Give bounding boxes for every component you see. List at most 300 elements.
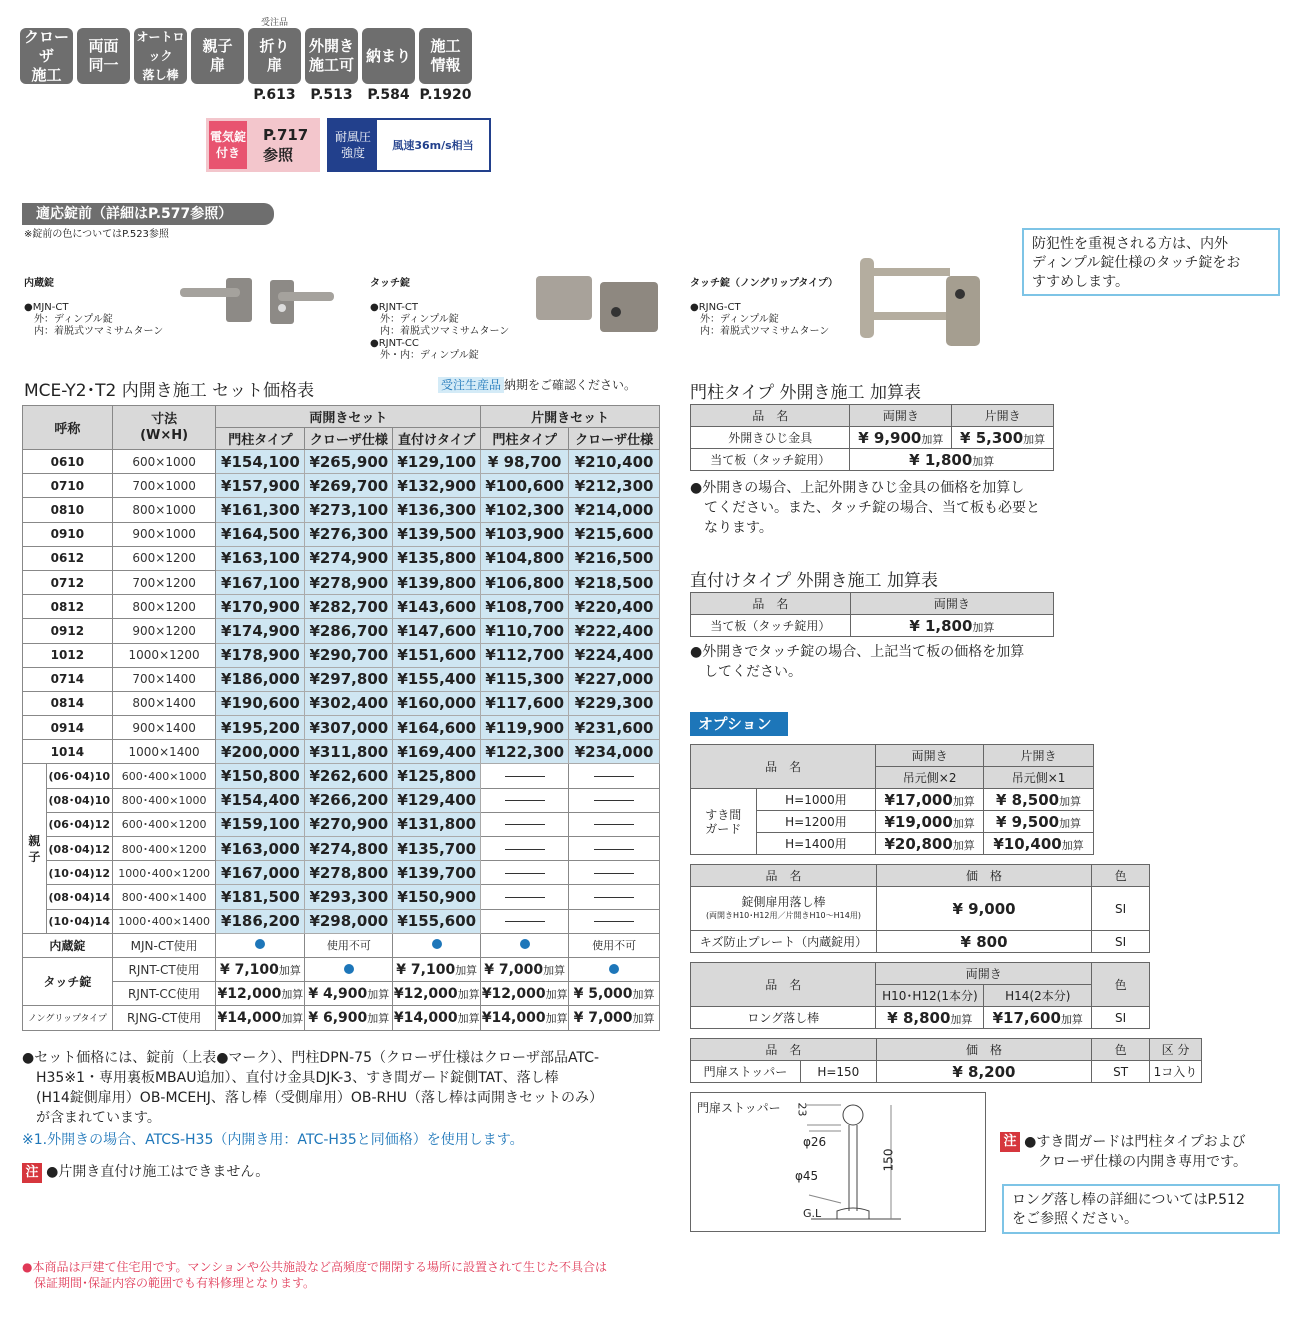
drop-rod-table <box>690 864 1150 953</box>
height: H=1200用 <box>756 811 876 833</box>
table-row <box>691 1061 1202 1083</box>
not-available-cell <box>569 885 660 909</box>
lock-group: 内蔵錠 <box>23 933 113 957</box>
row-code: (08･04)12 <box>46 837 112 861</box>
lock-cell <box>305 1006 393 1030</box>
item-name: 当て板（タッチ錠用） <box>691 449 850 471</box>
add-label: 加算 <box>1059 794 1082 808</box>
row-code: 0812 <box>23 595 113 619</box>
not-available-cell <box>569 788 660 812</box>
direct-add-table <box>690 592 1054 637</box>
add-label: 加算 <box>278 963 301 977</box>
price-cell: ¥108,700 <box>481 595 569 619</box>
lock-spec: ●MJN-CT 外：ディンプル錠 内：着脱式ツマミサムターン <box>24 302 164 337</box>
price-cell: ¥186,200 <box>216 909 305 933</box>
price-cell: ¥119,900 <box>481 716 569 740</box>
height: H=1400用 <box>756 833 876 855</box>
price: ¥ 1,800 <box>909 616 973 635</box>
add-label: 加算 <box>545 987 568 1001</box>
price-cell: ¥286,700 <box>305 619 393 643</box>
dash-mark <box>594 824 634 825</box>
guard-note: ●すき間ガードは門柱タイプおよび クローザ仕様の内開き専用です。 <box>1024 1134 1248 1170</box>
bottom-warning: ●本商品は戸建て住宅用です。マンションや公共施設など高頻度で開閉する場所に設置されて生じた不具合は 保証期間･保証内容の範囲でも有料修理となります。 <box>22 1260 607 1290</box>
tile-top-label: 受注品 <box>260 18 288 28</box>
price-cell: ¥200,000 <box>216 740 305 764</box>
unit: 1コ入り <box>1149 1061 1201 1083</box>
feature-tile <box>20 28 73 103</box>
lock-cell <box>569 982 660 1006</box>
lock-cell <box>216 1006 305 1030</box>
header-size: 寸法 (W×H) <box>112 406 216 450</box>
chu-note-1-line <box>22 1162 269 1183</box>
not-available-cell <box>481 837 569 861</box>
price-cell: ¥163,000 <box>216 837 305 861</box>
price-cell: ¥157,900 <box>216 474 305 498</box>
table-row <box>691 449 1054 471</box>
add-price: ¥12,000 <box>217 985 282 1002</box>
lock-model: RJNT-CC使用 <box>112 982 216 1006</box>
price-cell: ¥212,300 <box>569 474 660 498</box>
col-header: 品 名 <box>691 865 877 887</box>
table-row <box>23 909 660 933</box>
price-cell: ¥297,800 <box>305 667 393 691</box>
price-cell: ¥150,800 <box>216 764 305 788</box>
price-cell: ¥150,900 <box>393 885 481 909</box>
table-row <box>23 450 660 474</box>
table-row <box>23 619 660 643</box>
col-header: 色 <box>1092 865 1150 887</box>
price-cell: ¥290,700 <box>305 643 393 667</box>
lead-time-note: 納期をご確認ください。 <box>504 378 637 392</box>
price-cell: ¥104,800 <box>481 546 569 570</box>
price-cell: ¥215,600 <box>569 522 660 546</box>
add-price: ¥ 5,000 <box>573 985 633 1002</box>
lock-group: ノングリップタイプ <box>23 1006 113 1030</box>
gap-guard-table <box>690 744 1094 855</box>
row-size: 600×1200 <box>112 546 216 570</box>
price-cell: ¥274,900 <box>305 546 393 570</box>
dash-mark <box>505 776 545 777</box>
note-ref-1: ※1.外開きの場合、ATCS-H35（内開き用：ATC-H35と同価格）を使用します。 <box>22 1132 524 1148</box>
price-cell: ¥269,700 <box>305 474 393 498</box>
row-code: (08･04)10 <box>46 788 112 812</box>
add-price: ¥14,000 <box>393 1009 458 1026</box>
table-row <box>691 1007 1150 1029</box>
price-cell: ¥276,300 <box>305 522 393 546</box>
price-cell: ¥266,200 <box>305 788 393 812</box>
gate-table-title: 門柱タイプ 外開き施工 加算表 <box>690 383 921 403</box>
table-row <box>23 691 660 715</box>
row-size: 900×1400 <box>112 716 216 740</box>
price-cell: ¥167,100 <box>216 570 305 594</box>
table-row <box>23 522 660 546</box>
add-label: 加算 <box>1061 838 1084 852</box>
price-cell: ¥131,800 <box>393 812 481 836</box>
add-label: 加算 <box>972 454 995 468</box>
price-cell: ¥274,800 <box>305 837 393 861</box>
price-cell: ¥147,600 <box>393 619 481 643</box>
price: ¥ 9,500 <box>995 812 1060 831</box>
price-cell: ¥159,100 <box>216 812 305 836</box>
table-row <box>23 885 660 909</box>
col-header: 両開き <box>850 405 952 427</box>
direct-table-title: 直付けタイプ 外開き施工 加算表 <box>690 571 938 591</box>
row-code: 0910 <box>23 522 113 546</box>
available-dot <box>255 939 265 949</box>
feature-tile <box>134 28 187 103</box>
long-rod-table <box>690 962 1150 1029</box>
color: SI <box>1092 931 1150 953</box>
stopper-drawing-title: 門扉ストッパー <box>697 1101 781 1115</box>
tile-label: 親子 扉 <box>191 28 244 84</box>
add-label: 加算 <box>545 1011 568 1025</box>
row-size: 600･400×1000 <box>112 764 216 788</box>
table-row <box>23 788 660 812</box>
wind-resistance-badge <box>327 118 491 172</box>
feature-tile <box>419 28 472 103</box>
lock-model: RJNT-CT使用 <box>112 957 216 981</box>
lock-item-rjnt <box>370 266 509 374</box>
available-dot <box>432 939 442 949</box>
add-label: 加算 <box>972 620 995 634</box>
feature-tile <box>305 28 358 103</box>
dim-26: φ26 <box>803 1135 827 1149</box>
table-row <box>691 887 1150 931</box>
lock-group: タッチ錠 <box>23 957 113 1005</box>
dash-mark <box>594 776 634 777</box>
dash-mark <box>505 849 545 850</box>
price-cell: ¥129,100 <box>393 450 481 474</box>
table-row <box>23 546 660 570</box>
price-cell: ¥170,900 <box>216 595 305 619</box>
col-header: 片開き <box>984 745 1094 767</box>
lock-cell <box>481 1006 569 1030</box>
row-size: 900×1000 <box>112 522 216 546</box>
add-label: 加算 <box>543 963 566 977</box>
dim-45: φ45 <box>795 1169 819 1183</box>
not-available-cell <box>569 909 660 933</box>
row-code: 0814 <box>23 691 113 715</box>
row-code: 0714 <box>23 667 113 691</box>
row-size: 700×1400 <box>112 667 216 691</box>
price-cell: ¥112,700 <box>481 643 569 667</box>
made-to-order-pill: 受注生産品 <box>438 377 504 393</box>
table-row <box>23 812 660 836</box>
price-cell: ¥135,800 <box>393 546 481 570</box>
lock-item-rjng <box>690 266 838 350</box>
tile-page: P.613 <box>253 87 296 103</box>
row-code: (10･04)12 <box>46 861 112 885</box>
price: ¥ 1,800 <box>909 450 973 469</box>
dash-mark <box>594 921 634 922</box>
header-col: 直付けタイプ <box>393 428 481 450</box>
item-name: ロング落し棒 <box>691 1007 876 1029</box>
col-header: 区 分 <box>1149 1039 1201 1061</box>
row-code: 0710 <box>23 474 113 498</box>
row-code: 0912 <box>23 619 113 643</box>
col-header: 片開き <box>952 405 1054 427</box>
table-row <box>23 474 660 498</box>
add-price: ¥12,000 <box>393 985 458 1002</box>
wind-value: 風速36m/s相当 <box>392 139 474 152</box>
row-size: 800×1400 <box>112 691 216 715</box>
price-cell: ¥117,600 <box>481 691 569 715</box>
price-cell: ¥132,900 <box>393 474 481 498</box>
dash-mark <box>594 800 634 801</box>
group-label: すき間 ガード <box>691 789 757 855</box>
not-available-cell <box>569 764 660 788</box>
add-price: ¥ 7,100 <box>219 961 279 978</box>
price-cell: ¥218,500 <box>569 570 660 594</box>
price-cell: ¥229,300 <box>569 691 660 715</box>
price-cell: ¥210,400 <box>569 450 660 474</box>
add-label: 加算 <box>281 987 304 1001</box>
price-cell: ¥169,400 <box>393 740 481 764</box>
price-cell: ¥136,300 <box>393 498 481 522</box>
lever-lock-image <box>178 272 338 328</box>
long-rod-note: ロング落し棒の詳細についてはP.512 をご参照ください。 <box>1002 1184 1280 1234</box>
table-row <box>23 716 660 740</box>
price: ¥ 8,800 <box>887 1008 951 1027</box>
color: SI <box>1092 1007 1150 1029</box>
price-cell: ¥227,000 <box>569 667 660 691</box>
table-row <box>23 957 660 981</box>
price: ¥17,600 <box>992 1008 1061 1027</box>
col-header: 品 名 <box>691 593 851 615</box>
feature-tile <box>191 28 244 103</box>
height: H=1000用 <box>756 789 876 811</box>
price-cell: ¥282,700 <box>305 595 393 619</box>
add-price: ¥14,000 <box>217 1009 282 1026</box>
add-label: 加算 <box>952 816 975 830</box>
lock-cell: 使用不可 <box>305 933 393 957</box>
price-cell: ¥139,700 <box>393 861 481 885</box>
price-cell: ¥ 98,700 <box>481 450 569 474</box>
lock-cell <box>481 957 569 981</box>
not-available-cell <box>481 885 569 909</box>
lock-cell <box>305 982 393 1006</box>
add-price: ¥12,000 <box>481 985 546 1002</box>
row-code: (08･04)14 <box>46 885 112 909</box>
tile-label: 両面 同一 <box>77 28 130 84</box>
guard-note-line <box>1000 1132 1247 1172</box>
add-label: 加算 <box>632 1011 655 1025</box>
table-row <box>23 933 660 957</box>
color: ST <box>1092 1061 1150 1083</box>
lock-cell <box>569 1006 660 1030</box>
price: ¥17,000 <box>884 790 953 809</box>
table-row <box>23 837 660 861</box>
col-header: 品 名 <box>691 405 850 427</box>
tile-label: 施工 情報 <box>419 28 472 84</box>
price: ¥ 9,000 <box>876 887 1091 931</box>
price: ¥19,000 <box>884 812 953 831</box>
row-size: 800･400×1000 <box>112 788 216 812</box>
row-size: 1000･400×1400 <box>112 909 216 933</box>
price-cell: ¥222,400 <box>569 619 660 643</box>
price-cell: ¥298,000 <box>305 909 393 933</box>
table-row <box>23 570 660 594</box>
dash-mark <box>594 897 634 898</box>
header-col: 門柱タイプ <box>481 428 569 450</box>
price-cell: ¥186,000 <box>216 667 305 691</box>
price-cell: ¥195,200 <box>216 716 305 740</box>
row-code: 1012 <box>23 643 113 667</box>
price-cell: ¥216,500 <box>569 546 660 570</box>
not-available-cell <box>481 909 569 933</box>
add-label: 加算 <box>952 794 975 808</box>
header-col: クローザ仕様 <box>569 428 660 450</box>
add-price: ¥14,000 <box>481 1009 546 1026</box>
lock-cell: 使用不可 <box>569 933 660 957</box>
main-table-title: MCE-Y2･T2 内開き施工 セット価格表 <box>24 381 315 401</box>
col-header: 吊元側×1 <box>984 767 1094 789</box>
header-name: 呼称 <box>23 406 113 450</box>
price-cell: ¥214,000 <box>569 498 660 522</box>
price-cell: ¥139,800 <box>393 570 481 594</box>
price-cell: ¥164,600 <box>393 716 481 740</box>
price-cell: ¥174,900 <box>216 619 305 643</box>
lock-heading: タッチ錠 <box>370 278 410 289</box>
lock-cell <box>305 957 393 981</box>
row-code: (10･04)14 <box>46 909 112 933</box>
price-cell: ¥110,700 <box>481 619 569 643</box>
gate-note: ●外開きの場合、上記外開きひじ金具の価格を加算し てください。また、タッチ錠の場合、当て板も必要と なります。 <box>690 480 1040 536</box>
tile-label: 納まり <box>362 28 415 84</box>
not-available-cell <box>569 861 660 885</box>
price-cell: ¥100,600 <box>481 474 569 498</box>
add-label: 加算 <box>457 1011 480 1025</box>
main-table-pill-line <box>438 376 636 393</box>
feature-tile <box>77 28 130 103</box>
ground-line: G.L <box>803 1207 822 1220</box>
dash-mark <box>505 897 545 898</box>
price: ¥ 800 <box>876 931 1091 953</box>
lock-cell <box>481 982 569 1006</box>
col-header: 品 名 <box>691 745 876 789</box>
set-price-note: ●セット価格には、錠前（上表●マーク）、門柱DPN-75（クローザ仕様はクローザ部品ATC- H35※1・専用裏板MBAU追加）、直付け金具DJK-3、すき間ガード錠側TAT、落し棒 (H14錠側扉用）OB-MCEHJ、落し棒（受側扉用）OB-RHU（落し棒は両開きセットのみ） が含まれています。 <box>22 1050 604 1126</box>
touch-lock-image <box>532 272 662 342</box>
row-code: 0810 <box>23 498 113 522</box>
dim-150: 150 <box>881 1148 896 1172</box>
col-header: H10･H12(1本分) <box>876 985 984 1007</box>
price-cell: ¥139,500 <box>393 522 481 546</box>
lock-cell <box>393 1006 481 1030</box>
item-name: 外開きひじ金具 <box>691 427 850 449</box>
price-cell: ¥103,900 <box>481 522 569 546</box>
oyako-label: 親子 <box>23 764 47 933</box>
feature-tiles <box>20 18 472 103</box>
nongrip-lock-image <box>856 250 986 348</box>
not-available-cell <box>481 764 569 788</box>
table-row <box>23 498 660 522</box>
price-cell: ¥181,500 <box>216 885 305 909</box>
row-code: 0610 <box>23 450 113 474</box>
lock-cell <box>393 982 481 1006</box>
price-cell: ¥190,600 <box>216 691 305 715</box>
main-price-table <box>22 405 660 1031</box>
dim-23: 23 <box>795 1102 809 1117</box>
tile-page: P.513 <box>310 87 353 103</box>
price-cell: ¥155,400 <box>393 667 481 691</box>
chu-note-1: ●片開き直付け施工はできません。 <box>46 1164 270 1180</box>
row-size: 800･400×1200 <box>112 837 216 861</box>
price-cell: ¥143,600 <box>393 595 481 619</box>
lock-model: MJN-CT使用 <box>112 933 216 957</box>
col-header: 両開き <box>876 963 1092 985</box>
price-cell: ¥270,900 <box>305 812 393 836</box>
note-badge: 注 <box>1000 1132 1020 1152</box>
gate-add-table <box>690 404 1054 471</box>
lock-section-title: 適応錠前（詳細はP.577参照） <box>22 203 274 225</box>
row-size: 700×1000 <box>112 474 216 498</box>
tile-label: 外開き 施工可 <box>305 28 358 84</box>
price-cell: ¥115,300 <box>481 667 569 691</box>
price-cell: ¥129,400 <box>393 788 481 812</box>
price: ¥20,800 <box>884 834 953 853</box>
lock-heading: 内蔵錠 <box>24 278 54 289</box>
table-row <box>691 427 1054 449</box>
dash-mark <box>594 849 634 850</box>
price: ¥ 8,500 <box>995 790 1060 809</box>
add-price: ¥ 4,900 <box>308 985 368 1002</box>
row-code: 0914 <box>23 716 113 740</box>
price: ¥ 9,900 <box>858 428 922 447</box>
security-note: 防犯性を重視される方は、内外 ディンプル錠仕様のタッチ錠をお すすめします。 <box>1022 228 1280 296</box>
add-label: 加算 <box>921 432 944 446</box>
row-size: 800×1000 <box>112 498 216 522</box>
table-row <box>23 643 660 667</box>
lock-cell <box>216 957 305 981</box>
price-cell: ¥265,900 <box>305 450 393 474</box>
header-col: クローザ仕様 <box>305 428 393 450</box>
add-label: 加算 <box>281 1011 304 1025</box>
row-code: 0612 <box>23 546 113 570</box>
lock-cell <box>216 933 305 957</box>
price-cell: ¥160,000 <box>393 691 481 715</box>
price-cell: ¥154,400 <box>216 788 305 812</box>
available-dot <box>520 939 530 949</box>
electric-lock-page: P.717 参照 <box>263 126 309 164</box>
note-badge: 注 <box>22 1163 42 1183</box>
price-cell: ¥154,100 <box>216 450 305 474</box>
col-header: 色 <box>1092 963 1150 1007</box>
price: ¥ 5,300 <box>960 428 1024 447</box>
table-row <box>691 615 1054 637</box>
row-code: 0712 <box>23 570 113 594</box>
add-label: 加算 <box>455 963 478 977</box>
option-title: オプション <box>690 712 788 736</box>
lock-item-mjn <box>24 266 163 350</box>
add-label: 加算 <box>367 987 390 1001</box>
table-row <box>23 667 660 691</box>
price-cell: ¥302,400 <box>305 691 393 715</box>
price-cell: ¥135,700 <box>393 837 481 861</box>
row-size: 700×1200 <box>112 570 216 594</box>
available-dot <box>609 964 619 974</box>
tile-label: クローザ 施工 <box>20 28 73 84</box>
add-label: 加算 <box>457 987 480 1001</box>
row-size: 1000×1200 <box>112 643 216 667</box>
lock-cell <box>393 933 481 957</box>
price-cell: ¥102,300 <box>481 498 569 522</box>
feature-tile <box>248 18 301 103</box>
add-label: 加算 <box>632 987 655 1001</box>
row-code: (06･04)12 <box>46 812 112 836</box>
add-label: 加算 <box>1023 432 1046 446</box>
col-header: 両開き <box>876 745 984 767</box>
header-col: 門柱タイプ <box>216 428 305 450</box>
